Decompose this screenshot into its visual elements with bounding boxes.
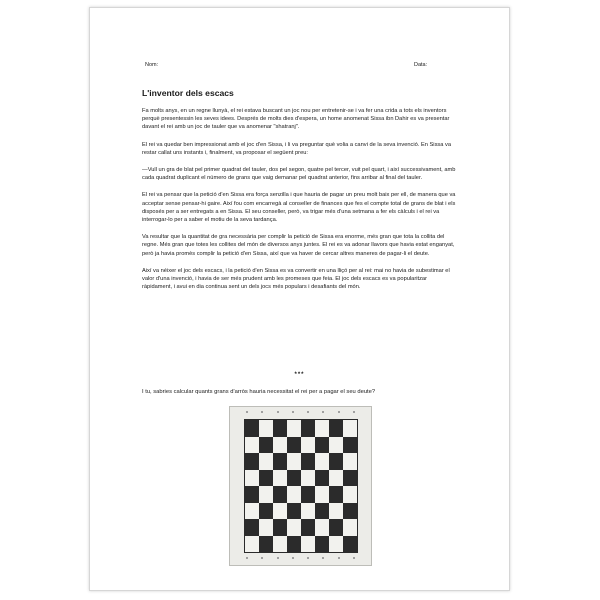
board-square bbox=[301, 453, 315, 470]
board-square bbox=[259, 503, 273, 520]
board-square bbox=[301, 437, 315, 454]
board-marking bbox=[353, 557, 355, 559]
board-square bbox=[343, 470, 357, 487]
header-fields bbox=[142, 62, 457, 72]
board-square bbox=[287, 536, 301, 553]
board-square bbox=[273, 420, 287, 437]
board-square bbox=[301, 486, 315, 503]
board-square bbox=[259, 519, 273, 536]
board-marking bbox=[338, 411, 340, 413]
board-square bbox=[245, 486, 259, 503]
board-marking bbox=[246, 557, 248, 559]
board-square bbox=[343, 503, 357, 520]
paragraph-3: —Vull un gra de blat pel primer quadrat del tauler, dos pel segon, quatre pel tercer, vuit pel quart, i així successivament, amb cada quadrat duplicant el número de grans que vaig demanar pel quadrat anterior, fins arribar al final del tauler. bbox=[142, 167, 456, 182]
board-marking bbox=[307, 557, 309, 559]
board-square bbox=[287, 519, 301, 536]
paragraph-6: Així va néixer el joc dels escacs, i la petició d'en Sissa es va convertir en una lliçó per al rei: mai no havia de subestimar el valor d'una invenció, i havia de ser més prudent amb les promeses que feia. El joc dels escacs es va popularitzar ràpidament, i avui en dia continua sent un dels jocs més populars i desafiants del món. bbox=[142, 267, 450, 291]
board-square bbox=[329, 519, 343, 536]
board-square bbox=[273, 519, 287, 536]
board-square bbox=[273, 437, 287, 454]
board-square bbox=[329, 536, 343, 553]
board-marking bbox=[261, 557, 263, 559]
board-marking bbox=[322, 411, 324, 413]
board-square bbox=[273, 486, 287, 503]
name-label: Nom: bbox=[145, 62, 159, 68]
board-square bbox=[301, 503, 315, 520]
board-square bbox=[343, 453, 357, 470]
board-square bbox=[315, 420, 329, 437]
date-label: Data: bbox=[414, 62, 428, 68]
board-square bbox=[315, 486, 329, 503]
board-square bbox=[273, 470, 287, 487]
board-marking bbox=[246, 411, 248, 413]
worksheet-page bbox=[89, 7, 510, 591]
board-square bbox=[329, 486, 343, 503]
board-marking bbox=[277, 411, 279, 413]
board-square bbox=[329, 420, 343, 437]
board-square bbox=[315, 453, 329, 470]
board-square bbox=[245, 503, 259, 520]
board-square bbox=[343, 486, 357, 503]
board-square bbox=[287, 437, 301, 454]
board-marking bbox=[292, 557, 294, 559]
chessboard-grid bbox=[244, 419, 358, 553]
board-square bbox=[273, 503, 287, 520]
board-square bbox=[245, 420, 259, 437]
board-square bbox=[329, 470, 343, 487]
board-square bbox=[259, 486, 273, 503]
board-square bbox=[315, 519, 329, 536]
board-square bbox=[315, 437, 329, 454]
paragraph-1: Fa molts anys, en un regne llunyà, el rei estava buscant un joc nou per entretenir-se i va fer una crida a tots els inventors perquè presentessin les seves idees. Després de molts dies d'espera, un home anomenat Sissa ibn Dahir es va presentar davant el rei amb un joc de tauler que va anomenar "shatranj". bbox=[142, 108, 450, 131]
story-body bbox=[142, 107, 458, 300]
board-square bbox=[315, 536, 329, 553]
section-separator: *** bbox=[294, 372, 305, 378]
board-square bbox=[259, 420, 273, 437]
board-square bbox=[245, 437, 259, 454]
board-square bbox=[287, 503, 301, 520]
board-marking bbox=[322, 557, 324, 559]
board-square bbox=[301, 470, 315, 487]
board-square bbox=[245, 536, 259, 553]
paragraph-2: El rei va quedar ben impressionat amb el joc d'en Sissa, i li va preguntar què volia a canvi de la seva invenció. En Sissa va restar callat uns instants i, finalment, va proposar el següent preu: bbox=[142, 141, 452, 156]
board-square bbox=[273, 536, 287, 553]
board-square bbox=[329, 453, 343, 470]
board-square bbox=[245, 453, 259, 470]
board-square bbox=[329, 503, 343, 520]
board-square bbox=[301, 420, 315, 437]
board-marking bbox=[292, 411, 294, 413]
board-square bbox=[245, 470, 259, 487]
board-square bbox=[259, 437, 273, 454]
board-square bbox=[287, 420, 301, 437]
paragraph-4: El rei va pensar que la petició d'en Sissa era força senzilla i que hauria de pagar un preu molt baix per ell, de manera que va acceptar sense pensar-hi gaire. Així fou com encarregà al conseller de finances que fes el compte total de grans de blat i els disposés per a ser entregats a en Sissa. El seu conseller, però, va trigar més d'una setmana a fer els càlculs i el rei va interrogar-lo per a saber el motiu de la seva tardança. bbox=[142, 192, 456, 224]
board-square bbox=[273, 453, 287, 470]
board-bottom-markings bbox=[246, 557, 355, 561]
board-marking bbox=[307, 411, 309, 413]
board-square bbox=[329, 437, 343, 454]
board-top-markings bbox=[246, 411, 355, 415]
board-square bbox=[343, 519, 357, 536]
board-square bbox=[259, 470, 273, 487]
board-square bbox=[287, 486, 301, 503]
board-marking bbox=[277, 557, 279, 559]
board-square bbox=[245, 519, 259, 536]
chessboard-image bbox=[229, 406, 372, 566]
board-marking bbox=[261, 411, 263, 413]
board-marking bbox=[338, 557, 340, 559]
board-square bbox=[315, 470, 329, 487]
board-square bbox=[259, 453, 273, 470]
board-square bbox=[301, 519, 315, 536]
board-square bbox=[287, 470, 301, 487]
board-square bbox=[301, 536, 315, 553]
board-square bbox=[343, 437, 357, 454]
page-title: L'inventor dels escacs bbox=[142, 88, 234, 98]
board-square bbox=[343, 420, 357, 437]
board-square bbox=[343, 536, 357, 553]
board-square bbox=[259, 536, 273, 553]
board-square bbox=[315, 503, 329, 520]
board-square bbox=[287, 453, 301, 470]
board-marking bbox=[353, 411, 355, 413]
question-text: I tu, sabries calcular quants grans d'arròs hauria necessitat el rei per a pagar el seu deute? bbox=[142, 389, 376, 395]
paragraph-5: Va resultar que la quantitat de gra necessària per complir la petició de Sissa era enorme, més gran que tota la collita del regne. Més gran que totes les collites del món de diversos anys juntes. El rei es va adonar llavors que havia estat enganyat, però ja havia promès complir la petició d'en Sissa, així que va haver de cercar altres maneres de pagar-li el deute. bbox=[142, 234, 455, 257]
